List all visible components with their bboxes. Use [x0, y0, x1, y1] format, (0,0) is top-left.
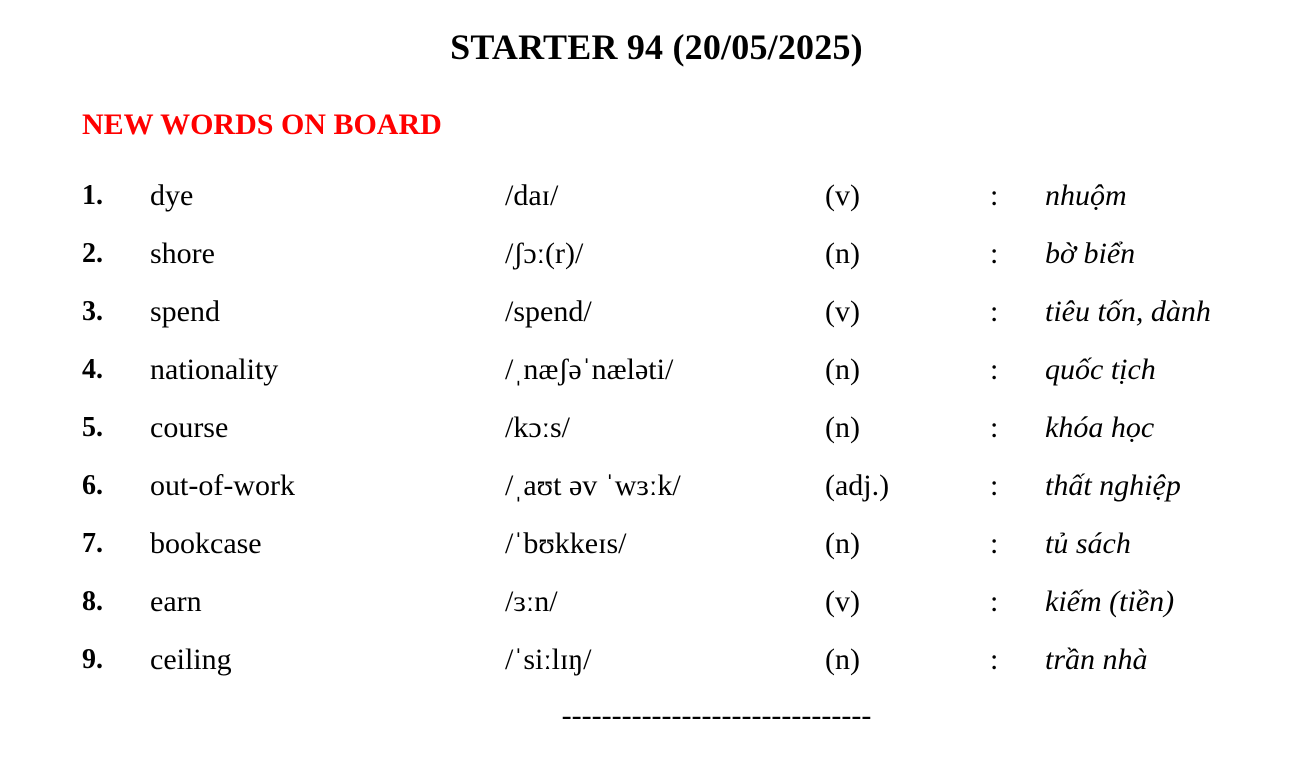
row-part-of-speech: (v) [825, 584, 860, 618]
row-colon: : [990, 352, 999, 386]
row-word: spend [150, 294, 220, 328]
section-heading: NEW WORDS ON BOARD [82, 108, 442, 141]
row-number: 2. [82, 237, 103, 269]
row-word: nationality [150, 352, 279, 386]
row-meaning: bờ biển [1045, 236, 1136, 270]
table-row [78, 457, 1211, 515]
row-pronunciation: /spend/ [505, 294, 592, 328]
table-row [78, 573, 1211, 631]
table-row [78, 283, 1211, 341]
row-pronunciation: /ˈsiːlɪŋ/ [505, 642, 592, 676]
table-row [78, 399, 1211, 457]
row-word: out-of-work [150, 468, 295, 502]
row-colon: : [990, 410, 999, 444]
row-pronunciation: /ˌaʊt əv ˈwɜːk/ [505, 468, 681, 502]
row-colon: : [990, 468, 999, 502]
row-part-of-speech: (v) [825, 178, 860, 212]
row-word: shore [150, 236, 215, 270]
document-page [0, 26, 1313, 768]
row-meaning: tủ sách [1045, 526, 1131, 560]
row-colon: : [990, 584, 999, 618]
table-row [78, 341, 1211, 399]
row-number: 1. [82, 179, 103, 211]
row-meaning: khóa học [1045, 410, 1155, 444]
row-part-of-speech: (n) [825, 642, 860, 676]
row-meaning: quốc tịch [1045, 352, 1156, 386]
row-word: dye [150, 178, 194, 212]
row-part-of-speech: (adj.) [825, 468, 890, 502]
row-meaning: trần nhà [1045, 642, 1148, 676]
row-number: 6. [82, 469, 103, 501]
row-pronunciation: /ʃɔː(r)/ [505, 236, 584, 270]
vocabulary-table-body [78, 167, 1211, 689]
row-meaning: tiêu tốn, dành [1045, 294, 1211, 328]
row-part-of-speech: (n) [825, 236, 860, 270]
row-word: course [150, 410, 229, 444]
row-part-of-speech: (n) [825, 410, 860, 444]
row-meaning: thất nghiệp [1045, 468, 1181, 502]
table-row [78, 631, 1211, 689]
row-part-of-speech: (n) [825, 352, 860, 386]
row-colon: : [990, 526, 999, 560]
vocabulary-table [78, 167, 1211, 689]
row-colon: : [990, 178, 999, 212]
row-number: 4. [82, 353, 103, 385]
row-part-of-speech: (n) [825, 526, 860, 560]
row-colon: : [990, 236, 999, 270]
row-number: 9. [82, 643, 103, 675]
row-meaning: nhuộm [1045, 178, 1127, 212]
table-row [78, 515, 1211, 573]
row-meaning: kiếm (tiền) [1045, 584, 1175, 618]
row-pronunciation: /ˌnæʃəˈnæləti/ [505, 352, 674, 386]
row-number: 3. [82, 295, 103, 327]
row-colon: : [990, 642, 999, 676]
row-pronunciation: /daɪ/ [505, 178, 559, 212]
row-colon: : [990, 294, 999, 328]
row-pronunciation: /ɜːn/ [505, 584, 558, 618]
row-word: bookcase [150, 526, 262, 560]
row-part-of-speech: (v) [825, 294, 860, 328]
table-row [78, 167, 1211, 225]
table-row [78, 225, 1211, 283]
row-number: 8. [82, 585, 103, 617]
row-number: 7. [82, 527, 103, 559]
row-pronunciation: /kɔːs/ [505, 410, 570, 444]
row-word: earn [150, 584, 202, 618]
page-title: STARTER 94 (20/05/2025) [450, 27, 863, 67]
row-number: 5. [82, 411, 103, 443]
row-word: ceiling [150, 642, 232, 676]
row-pronunciation: /ˈbʊkkeɪs/ [505, 526, 627, 560]
section-divider: ------------------------------- [561, 698, 872, 732]
